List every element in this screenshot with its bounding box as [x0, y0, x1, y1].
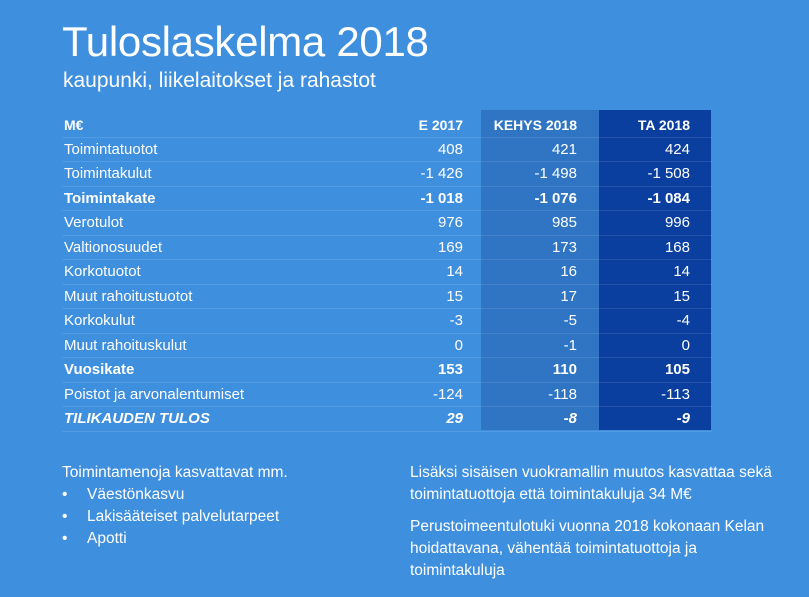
- table-header-row: [62, 113, 712, 138]
- left-notes-list: [62, 484, 382, 550]
- note-paragraph: Perustoimeentulotuki vuonna 2018 kokonaan Kelan hoidattavana, vähentää toimintatuottoja ja toimintakuluja: [410, 518, 765, 579]
- cell-e2017: 0: [454, 336, 463, 354]
- cell-ta2018: -9: [676, 410, 690, 427]
- left-notes: [62, 462, 382, 550]
- row-label: Toimintakulut: [64, 165, 152, 182]
- cell-kehys2018: -1: [563, 336, 577, 354]
- cell-ta2018: 424: [664, 140, 690, 158]
- cell-kehys2018: 16: [560, 263, 577, 280]
- cell-e2017: -1 426: [420, 165, 463, 182]
- list-item-text: Väestönkasvu: [87, 486, 185, 503]
- cell-e2017: 15: [446, 287, 463, 305]
- cell-ta2018: 105: [664, 361, 690, 378]
- row-label: Vuosikate: [64, 361, 135, 378]
- row-label: Toimintakate: [64, 189, 156, 207]
- cell-e2017: 14: [446, 263, 463, 280]
- slide-subtitle: kaupunki, liikelaitokset ja rahastot: [63, 69, 376, 92]
- table-row: [62, 187, 712, 212]
- cell-ta2018: 168: [664, 238, 690, 256]
- income-statement-table: [62, 113, 712, 432]
- right-notes: [410, 462, 790, 592]
- row-label: Verotulot: [64, 214, 124, 231]
- list-item: [62, 528, 382, 550]
- cell-ta2018: 15: [673, 287, 690, 305]
- cell-e2017: 29: [446, 410, 463, 427]
- cell-e2017: 408: [437, 140, 463, 158]
- cell-ta2018: -1 084: [647, 189, 690, 207]
- table-row: [62, 334, 712, 359]
- row-label: Korkotuotot: [64, 263, 141, 280]
- header-kehys2018: KEHYS 2018: [493, 117, 577, 133]
- cell-e2017: -3: [449, 312, 463, 329]
- row-label: Valtionosuudet: [64, 238, 163, 256]
- table-row: [62, 236, 712, 261]
- list-item-text: Apotti: [87, 530, 127, 547]
- cell-e2017: 169: [437, 238, 463, 256]
- row-label: Korkokulut: [64, 312, 135, 329]
- cell-ta2018: 0: [681, 336, 690, 354]
- left-notes-intro: Toimintamenoja kasvattavat mm.: [62, 464, 288, 481]
- row-label: Toimintatuotot: [64, 140, 158, 158]
- header-unit: M€: [64, 117, 84, 133]
- table-row: [62, 285, 712, 310]
- cell-ta2018: 996: [664, 214, 690, 231]
- list-item: [62, 506, 382, 528]
- cell-kehys2018: 421: [551, 140, 577, 158]
- cell-ta2018: -1 508: [647, 165, 690, 182]
- bullet-icon: •: [62, 508, 68, 525]
- table-row: [62, 162, 712, 187]
- cell-e2017: 976: [437, 214, 463, 231]
- cell-kehys2018: 985: [551, 214, 577, 231]
- row-label: TILIKAUDEN TULOS: [64, 410, 210, 427]
- list-item: [62, 484, 382, 506]
- cell-e2017: 153: [437, 361, 463, 378]
- cell-kehys2018: -118: [548, 385, 577, 403]
- table-row: [62, 260, 712, 285]
- cell-kehys2018: -5: [563, 312, 577, 329]
- cell-e2017: -124: [432, 385, 463, 403]
- header-e2017: E 2017: [418, 117, 463, 133]
- table-row: [62, 407, 712, 432]
- cell-ta2018: 14: [673, 263, 690, 280]
- row-label: Muut rahoitustuotot: [64, 287, 193, 305]
- bullet-icon: •: [62, 486, 68, 503]
- table-row: [62, 358, 712, 383]
- table-row: [62, 211, 712, 236]
- table-row: [62, 309, 712, 334]
- cell-kehys2018: 17: [560, 287, 577, 305]
- row-label: Poistot ja arvonalentumiset: [64, 385, 245, 403]
- slide-title: Tuloslaskelma 2018: [62, 18, 429, 65]
- cell-e2017: -1 018: [420, 189, 463, 207]
- bullet-icon: •: [62, 530, 68, 547]
- cell-kehys2018: -1 076: [534, 189, 577, 207]
- table-row: [62, 383, 712, 408]
- table-body: [62, 138, 712, 432]
- cell-ta2018: -113: [661, 385, 690, 403]
- cell-ta2018: -4: [676, 312, 690, 329]
- row-label: Muut rahoituskulut: [64, 336, 187, 354]
- cell-kehys2018: 173: [551, 238, 577, 256]
- note-paragraph: Lisäksi sisäisen vuokramallin muutos kasvattaa sekä toimintatuottoja että toimintakuluja 34 M€: [410, 464, 772, 503]
- cell-kehys2018: -8: [563, 410, 577, 427]
- cell-kehys2018: -1 498: [534, 165, 577, 182]
- cell-kehys2018: 110: [552, 361, 577, 378]
- list-item-text: Lakisääteiset palvelutarpeet: [87, 508, 280, 525]
- table-row: [62, 138, 712, 163]
- header-ta2018: TA 2018: [637, 117, 690, 133]
